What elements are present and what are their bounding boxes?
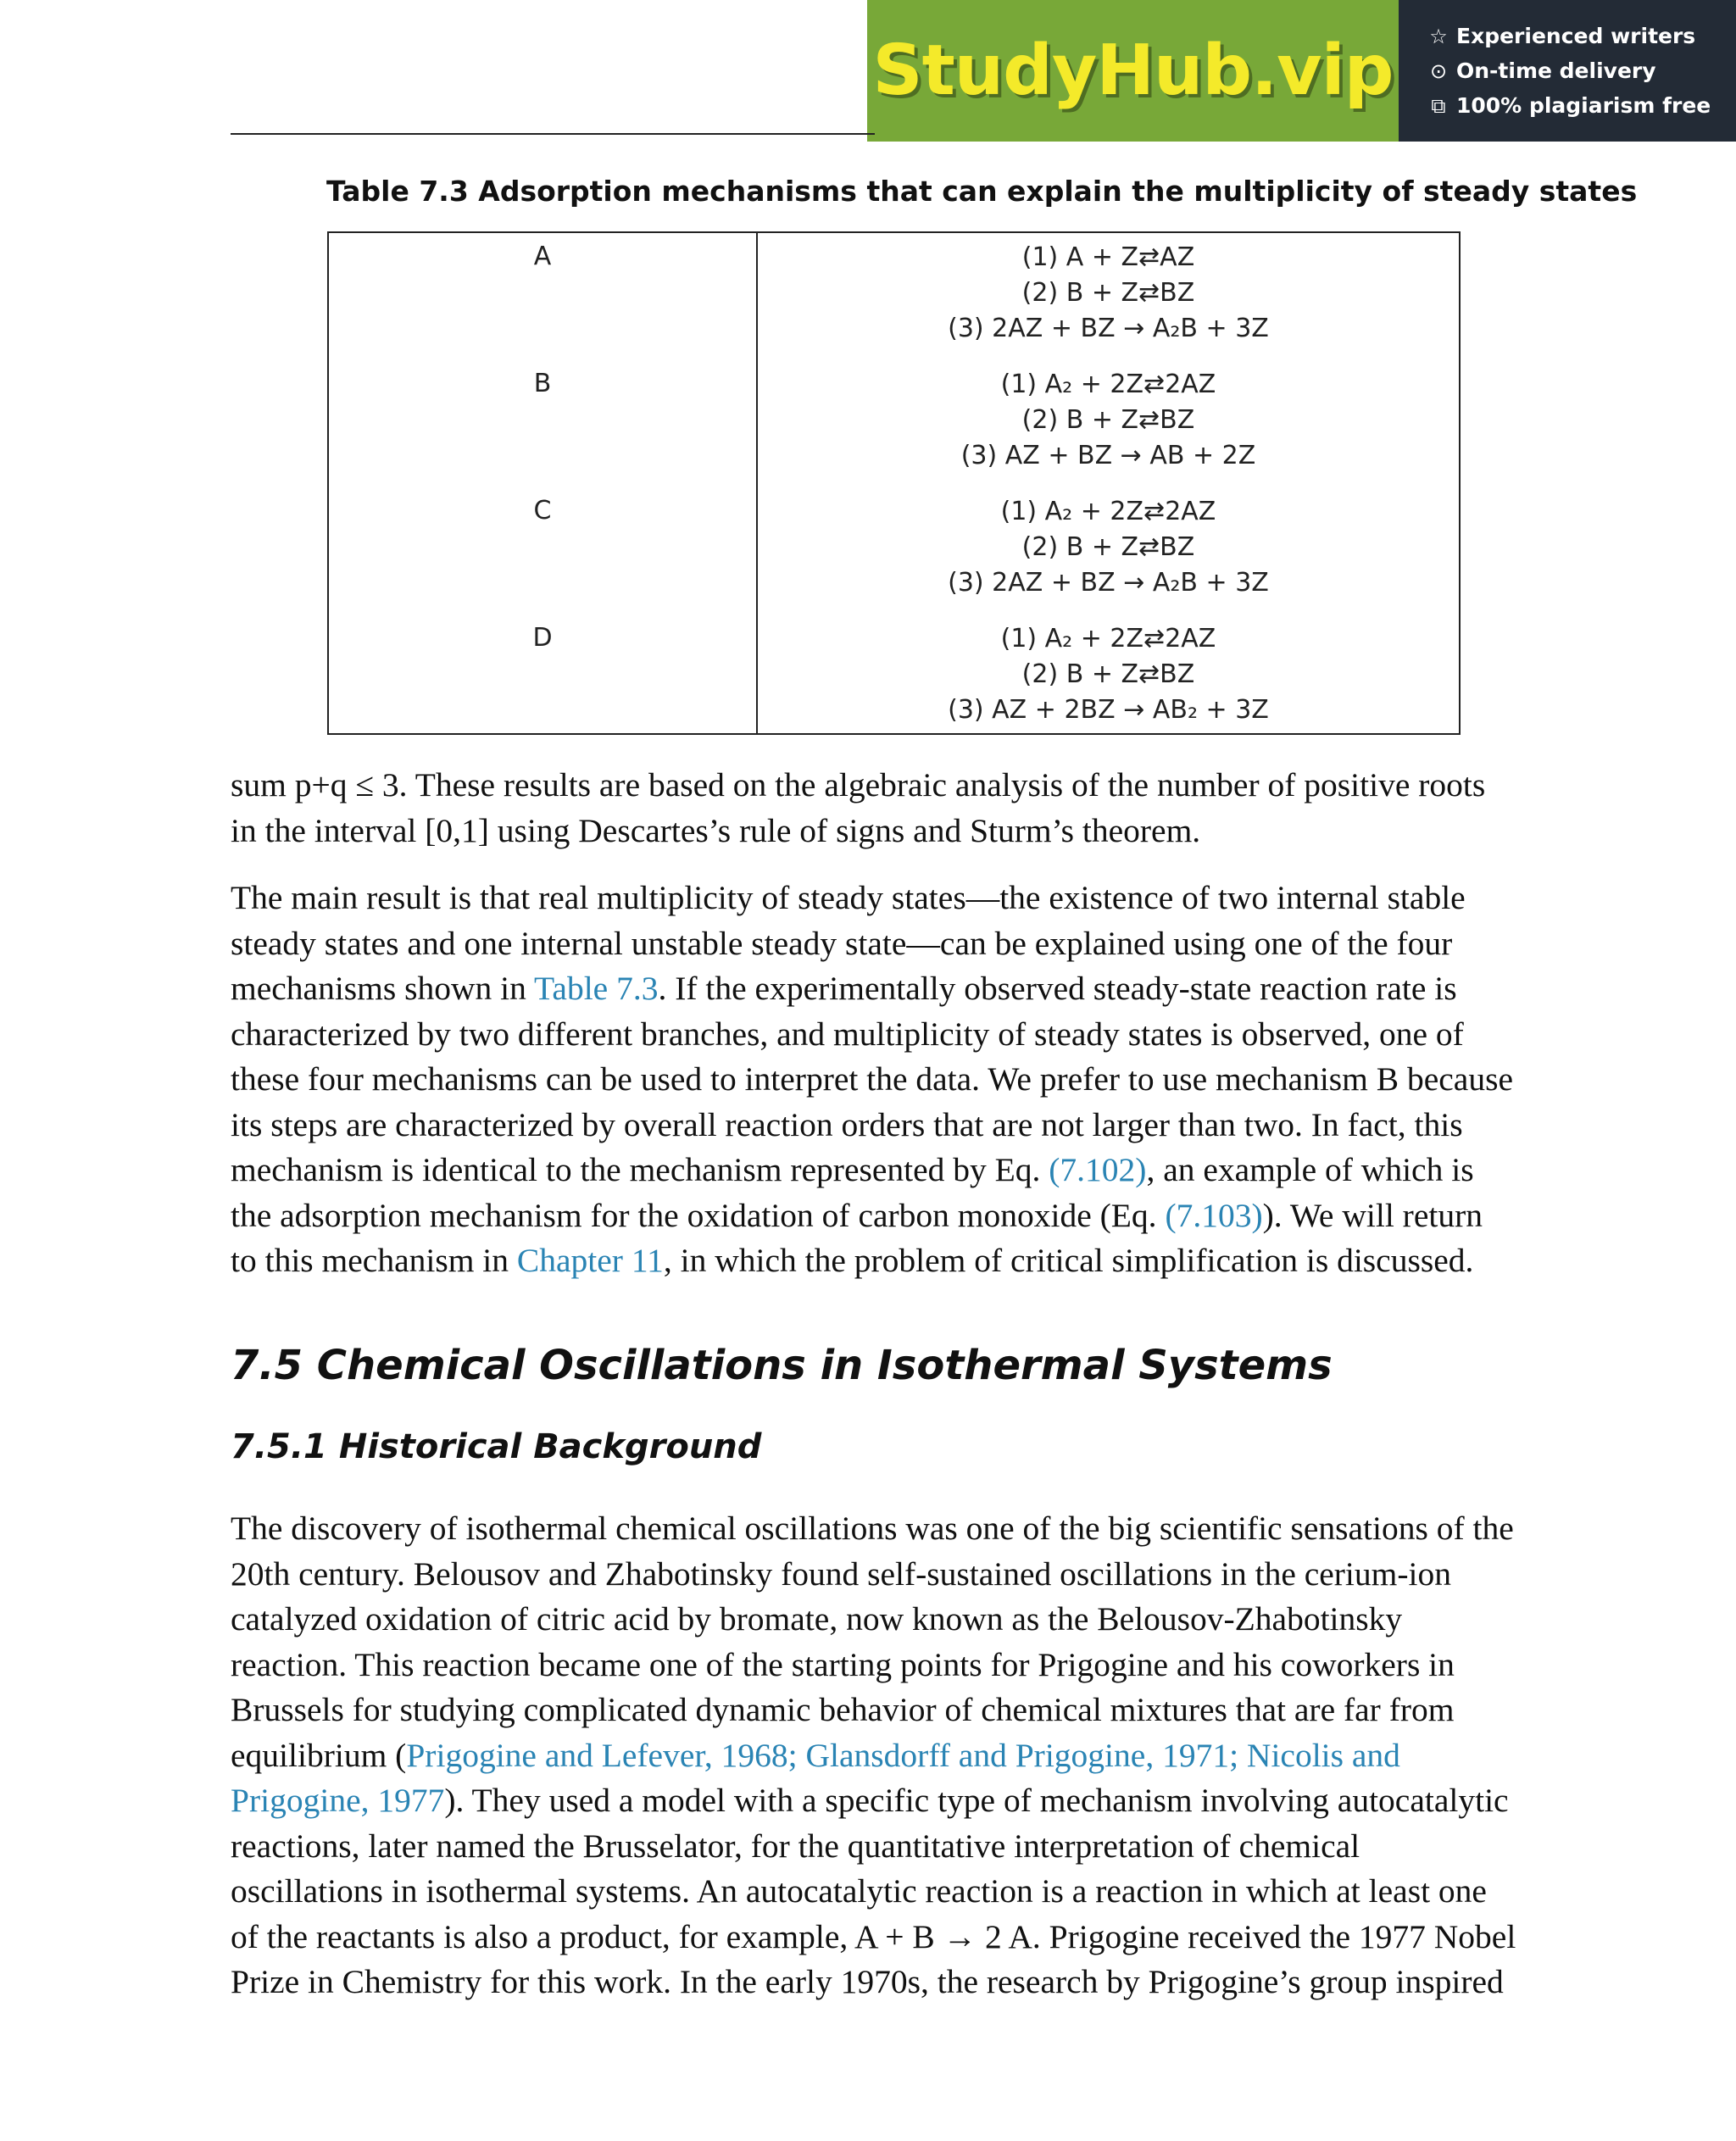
mechanism-label: B (328, 360, 757, 487)
text-line (231, 1193, 1570, 1239)
step: (3) AZ + BZ → AB + 2Z (960, 441, 1256, 470)
text-run: , an example of which is (1146, 1151, 1474, 1188)
step: (2) B + Z⇄BZ (1021, 405, 1195, 435)
text-line: its steps are characterized by overall reaction orders that are not larger than two. In fact, this (231, 1105, 1463, 1143)
mechanism-label: A (328, 232, 757, 360)
table-row (328, 360, 1460, 487)
table-row (328, 614, 1460, 734)
logo-text: StudyHub.vip (872, 31, 1394, 111)
text-run: . If the experimentally observed steady-state reaction rate is (658, 970, 1457, 1007)
mechanism-label: C (328, 487, 757, 614)
text-line: oscillations in isothermal systems. An autocatalytic reaction is a reaction in which at least one (231, 1872, 1487, 1910)
step: (1) A₂ + 2Z⇄2AZ (1000, 370, 1216, 399)
citation-link[interactable]: Prigogine and Lefever, 1968; Glansdorff and Prigogine, 1971; Nicolis and (406, 1736, 1400, 1774)
step: (1) A₂ + 2Z⇄2AZ (1000, 497, 1216, 526)
text-line: Brussels for studying complicated dynamic behavior of chemical mixtures that are far from (231, 1691, 1455, 1728)
text-line (231, 966, 1570, 1012)
text-line (231, 1778, 1570, 1824)
feature-text: On-time delivery (1456, 58, 1656, 83)
step: (3) 2AZ + BZ → A₂B + 3Z (948, 568, 1269, 598)
paragraph-main-result (231, 876, 1570, 1284)
text-line: in the interval [0,1] using Descartes’s rule of signs and Sturm’s theorem. (231, 811, 1201, 849)
eq-7-103-link[interactable]: (7.103) (1165, 1196, 1263, 1234)
clock-icon: ⊙ (1429, 58, 1448, 83)
text-run: equilibrium ( (231, 1736, 407, 1774)
text-line: The main result is that real multiplicity of steady states—the existence of two internal stable (231, 879, 1466, 916)
paragraph-sturm (231, 763, 1570, 854)
studyhub-logo[interactable] (867, 0, 1399, 142)
copy-icon: ⧉ (1431, 93, 1446, 118)
subsection-heading: 7.5.1 Historical Background (231, 1427, 762, 1466)
section-heading: 7.5 Chemical Oscillations in Isothermal Systems (231, 1342, 1333, 1389)
step: (1) A + Z⇄AZ (1021, 242, 1195, 272)
text-line: steady states and one internal unstable steady state—can be explained using one of the four (231, 924, 1453, 962)
text-line: of the reactants is also a product, for example, A + B → 2 A. Prigogine received the 1977 Nobel (231, 1917, 1516, 1955)
feature-text: 100% plagiarism free (1456, 93, 1711, 118)
table-row (328, 232, 1460, 360)
text-line (231, 1148, 1570, 1193)
star-icon: ☆ (1429, 24, 1448, 48)
feature-delivery (1427, 58, 1736, 83)
table-row (328, 487, 1460, 614)
text-line: these four mechanisms can be used to interpret the data. We prefer to use mechanism B because (231, 1060, 1513, 1098)
table-caption: Table 7.3 Adsorption mechanisms that can explain the multiplicity of steady states (326, 175, 1638, 208)
chapter-11-link[interactable]: Chapter 11 (516, 1242, 664, 1279)
table-7-3-link[interactable]: Table 7.3 (534, 970, 659, 1007)
step: (3) 2AZ + BZ → A₂B + 3Z (948, 314, 1269, 343)
studyhub-banner[interactable] (867, 0, 1736, 142)
step: (2) B + Z⇄BZ (1021, 278, 1195, 308)
mechanism-steps (757, 232, 1460, 360)
text-run: mechanisms shown in (231, 970, 535, 1007)
text-line (231, 1733, 1570, 1779)
text-line (231, 1238, 1570, 1284)
step: (3) AZ + 2BZ → AB₂ + 3Z (948, 695, 1269, 725)
text-line: 20th century. Belousov and Zhabotinsky found self-sustained oscillations in the cerium-ion (231, 1554, 1452, 1593)
step: (2) B + Z⇄BZ (1021, 532, 1195, 562)
text-line: reactions, later named the Brusselator, for the quantitative interpretation of chemical (231, 1827, 1360, 1865)
banner-features (1399, 0, 1736, 142)
mechanism-steps (757, 360, 1460, 487)
paragraph-historical (231, 1506, 1570, 2005)
text-run: ). They used a model with a specific type of mechanism involving autocatalytic (444, 1782, 1509, 1819)
citation-link[interactable]: Prigogine, 1977 (231, 1782, 445, 1819)
eq-7-102-link[interactable]: (7.102) (1049, 1151, 1147, 1188)
text-run: the adsorption mechanism for the oxidation of carbon monoxide (Eq. (231, 1196, 1166, 1234)
feature-text: Experienced writers (1456, 24, 1696, 48)
text-line: characterized by two different branches, and multiplicity of steady states is observed, one of (231, 1015, 1464, 1053)
mechanism-steps (757, 487, 1460, 614)
text-line: reaction. This reaction became one of the starting points for Prigogine and his coworkers in (231, 1645, 1455, 1683)
mechanism-label: D (328, 614, 757, 734)
text-run: mechanism is identical to the mechanism represented by Eq. (231, 1151, 1049, 1188)
text-run: ). We will return (1262, 1196, 1483, 1234)
mechanism-steps (757, 614, 1460, 734)
step: (2) B + Z⇄BZ (1021, 659, 1195, 689)
text-line: sum p+q ≤ 3. These results are based on the algebraic analysis of the number of positive roots (231, 766, 1486, 804)
text-line: Prize in Chemistry for this work. In the early 1970s, the research by Prigogine’s group inspired (231, 1963, 1504, 2000)
text-line: catalyzed oxidation of citric acid by bromate, now known as the Belousov-Zhabotinsky (231, 1600, 1403, 1638)
text-run: to this mechanism in (231, 1242, 517, 1279)
step: (1) A₂ + 2Z⇄2AZ (1000, 624, 1216, 653)
mechanism-table (327, 231, 1461, 735)
text-run: , in which the problem of critical simplification is discussed. (663, 1242, 1474, 1279)
feature-plagiarism (1427, 93, 1736, 118)
header-rule (231, 133, 875, 135)
text-line: The discovery of isothermal chemical oscillations was one of the big scientific sensations of the (231, 1510, 1514, 1547)
feature-writers (1427, 24, 1736, 48)
